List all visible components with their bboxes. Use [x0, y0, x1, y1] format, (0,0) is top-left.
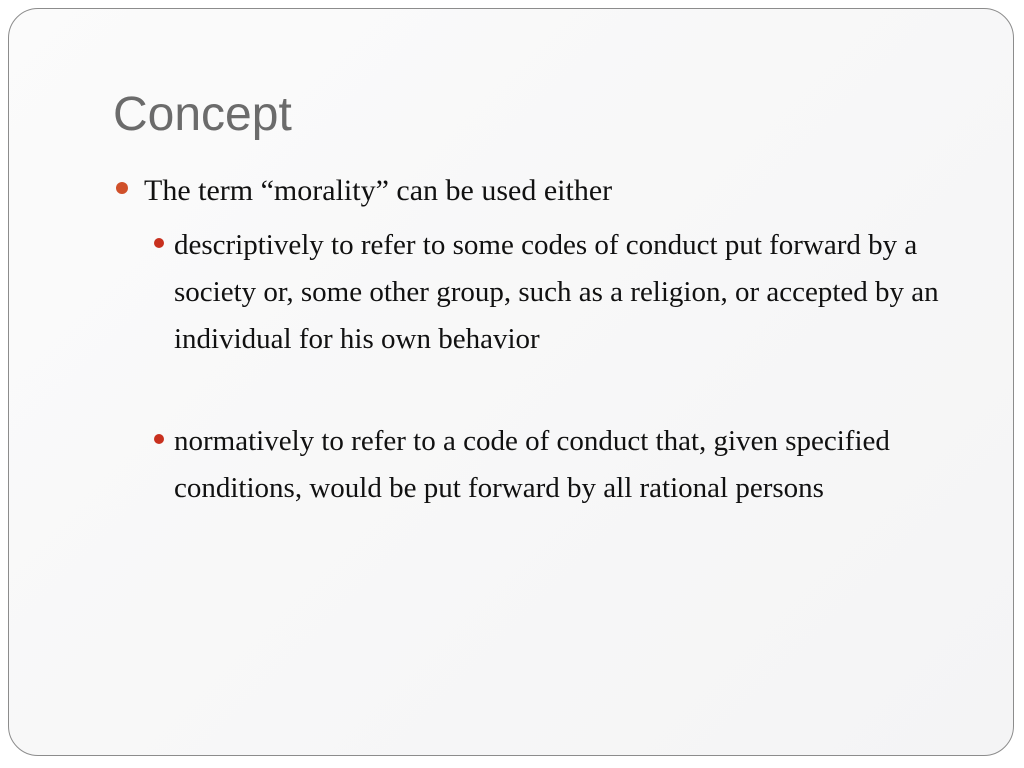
- sub-bullet-item: [152, 222, 942, 363]
- sub-bullet-dot-icon: [154, 434, 164, 444]
- sub-bullet-list: [152, 222, 942, 363]
- bullet-item: [116, 168, 936, 214]
- sub-bullet-item: [152, 418, 942, 512]
- bullet-dot-icon: [116, 182, 128, 194]
- sub-bullet-dot-icon: [154, 238, 164, 248]
- sub-bullet-text: descriptively to refer to some codes of conduct put forward by a society or, some other group, such as a religion, or accepted by an individual for his own behavior: [174, 229, 939, 355]
- sub-bullet-list: [152, 418, 942, 512]
- bullet-text: The term “morality” can be used either: [144, 174, 613, 207]
- slide-title: Concept: [113, 88, 292, 141]
- sub-bullet-text: normatively to refer to a code of conduct that, given specified conditions, would be put forward by all rational persons: [174, 425, 890, 504]
